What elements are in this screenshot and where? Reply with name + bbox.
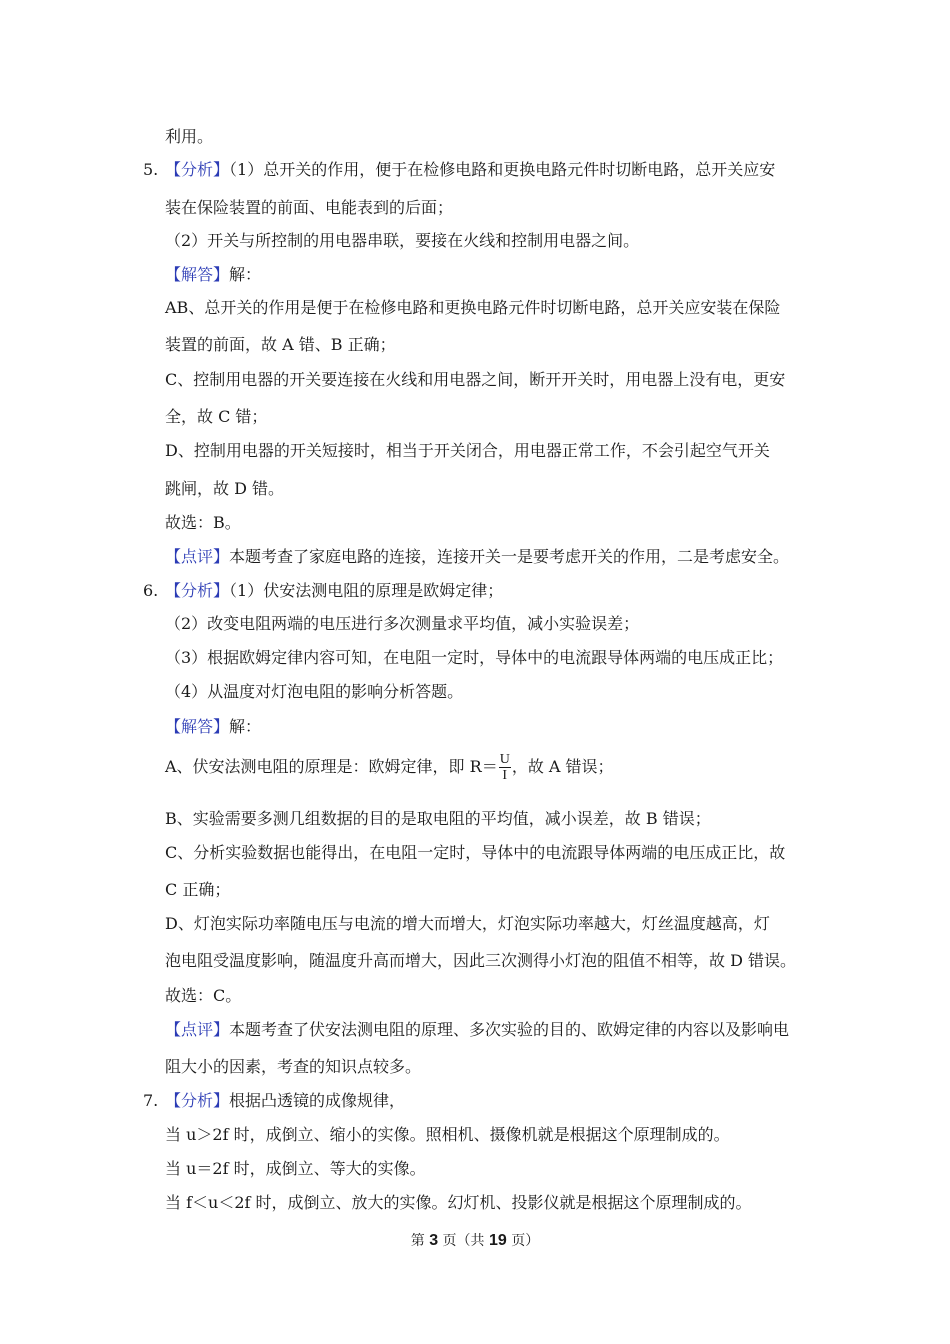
footer-total-pages: 19 xyxy=(489,1232,507,1249)
q5-answer-d-1: D、控制用电器的开关短接时，相当于开关闭合，用电器正常工作，不会引起空气开关 xyxy=(165,441,770,460)
q7-analysis-tag: 【分析】 xyxy=(165,1091,230,1110)
q5-answer-c-2: 全，故 C 错； xyxy=(165,407,268,426)
q7-rule-1: 当 u＞2f 时，成倒立、缩小的实像。照相机、摄像机就是根据这个原理制成的。 xyxy=(165,1125,730,1144)
ohm-law-fraction xyxy=(499,752,511,783)
q5-choice: 故选：B。 xyxy=(165,513,241,532)
q5-analysis-line-3: （2）开关与所控制的用电器串联，要接在火线和控制用电器之间。 xyxy=(165,231,640,250)
q5-comment-text: 本题考查了家庭电路的连接，连接开关一是要考虑开关的作用，二是考虑安全。 xyxy=(229,547,790,566)
footer-middle: 页（共 xyxy=(438,1233,489,1249)
fraction-denominator: I xyxy=(502,768,508,783)
q6-analysis-line-4: （4）从温度对灯泡电阻的影响分析答题。 xyxy=(165,682,464,701)
q4-tail: 利用。 xyxy=(165,127,214,146)
q6-comment-tag: 【点评】 xyxy=(165,1020,230,1039)
q5-answer-ab-2: 装置的前面，故 A 错、B 正确； xyxy=(165,335,396,354)
q6-answer-c-2: C 正确； xyxy=(165,880,231,899)
q6-choice: 故选：C。 xyxy=(165,986,242,1005)
q7-number: 7. xyxy=(143,1091,159,1110)
q6-answer-c-1: C、分析实验数据也能得出，在电阻一定时，导体中的电流跟导体两端的电压成正比，故 xyxy=(165,843,786,862)
fraction-numerator: U xyxy=(499,752,510,767)
q5-analysis-line-2: 装在保险装置的前面、电能表到的后面； xyxy=(165,198,454,217)
q5-comment xyxy=(165,547,789,567)
q6-comment-text-1: 本题考查了伏安法测电阻的原理、多次实验的目的、欧姆定律的内容以及影响电 xyxy=(229,1020,790,1039)
q5-answer-ab-1: AB、总开关的作用是便于在检修电路和更换电路元件时切断电路，总开关应安装在保险 xyxy=(165,298,781,317)
q7-rule-3: 当 f＜u＜2f 时，成倒立、放大的实像。幻灯机、投影仪就是根据这个原理制成的。 xyxy=(165,1193,752,1212)
q6-comment-line-2: 阻大小的因素，考查的知识点较多。 xyxy=(165,1057,422,1076)
q5-number: 5. xyxy=(143,160,159,179)
q5-answer-c-1: C、控制用电器的开关要连接在火线和用电器之间，断开开关时，用电器上没有电，更安 xyxy=(165,370,786,389)
q5-analysis-text-1: （1）总开关的作用，便于在检修电路和更换电路元件时切断电路，总开关应安 xyxy=(229,160,776,179)
q5-analysis-line-1 xyxy=(165,160,775,180)
q7-analysis-text: 根据凸透镜的成像规律， xyxy=(229,1091,406,1110)
q6-answer-label: 解： xyxy=(229,717,262,736)
q6-answer-heading xyxy=(165,717,261,737)
q6-analysis-line-1 xyxy=(165,581,503,601)
footer-suffix: 页） xyxy=(506,1233,540,1249)
q5-answer-tag: 【解答】 xyxy=(165,265,230,284)
q6-number: 6. xyxy=(143,581,159,600)
q5-comment-tag: 【点评】 xyxy=(165,547,230,566)
q5-answer-d-2: 跳闸，故 D 错。 xyxy=(165,479,285,498)
page-footer xyxy=(0,1232,950,1250)
q5-analysis-tag: 【分析】 xyxy=(165,160,230,179)
q6-analysis-line-2: （2）改变电阻两端的电压进行多次测量求平均值，减小实验误差； xyxy=(165,614,640,633)
q6-answer-d-2: 泡电阻受温度影响，随温度升高而增大，因此三次测得小灯泡的阻值不相等，故 D 错误。 xyxy=(165,951,797,970)
q6-answer-d-1: D、灯泡实际功率随电压与电流的增大而增大，灯泡实际功率越大，灯丝温度越高，灯 xyxy=(165,914,770,933)
footer-prefix: 第 xyxy=(410,1233,430,1249)
q6-analysis-text-1: （1）伏安法测电阻的原理是欧姆定律； xyxy=(229,581,504,600)
q6-answer-tag: 【解答】 xyxy=(165,717,230,736)
q5-answer-heading xyxy=(165,265,261,285)
q7-rule-2: 当 u＝2f 时，成倒立、等大的实像。 xyxy=(165,1159,426,1178)
q6-answer-a xyxy=(165,752,614,783)
q5-answer-label: 解： xyxy=(229,265,262,284)
q6-analysis-tag: 【分析】 xyxy=(165,581,230,600)
q6-answer-a-text: A、伏安法测电阻的原理是：欧姆定律，即 R＝ xyxy=(165,757,498,776)
q6-answer-b: B、实验需要多测几组数据的目的是取电阻的平均值，减小误差，故 B 错误； xyxy=(165,809,711,828)
q6-comment-line-1 xyxy=(165,1020,789,1040)
q6-analysis-line-3: （3）根据欧姆定律内容可知，在电阻一定时，导体中的电流跟导体两端的电压成正比； xyxy=(165,648,784,667)
q6-answer-a-tail: ，故 A 错误； xyxy=(511,757,614,776)
footer-page-number: 3 xyxy=(429,1232,439,1249)
q7-analysis-line xyxy=(165,1091,405,1111)
